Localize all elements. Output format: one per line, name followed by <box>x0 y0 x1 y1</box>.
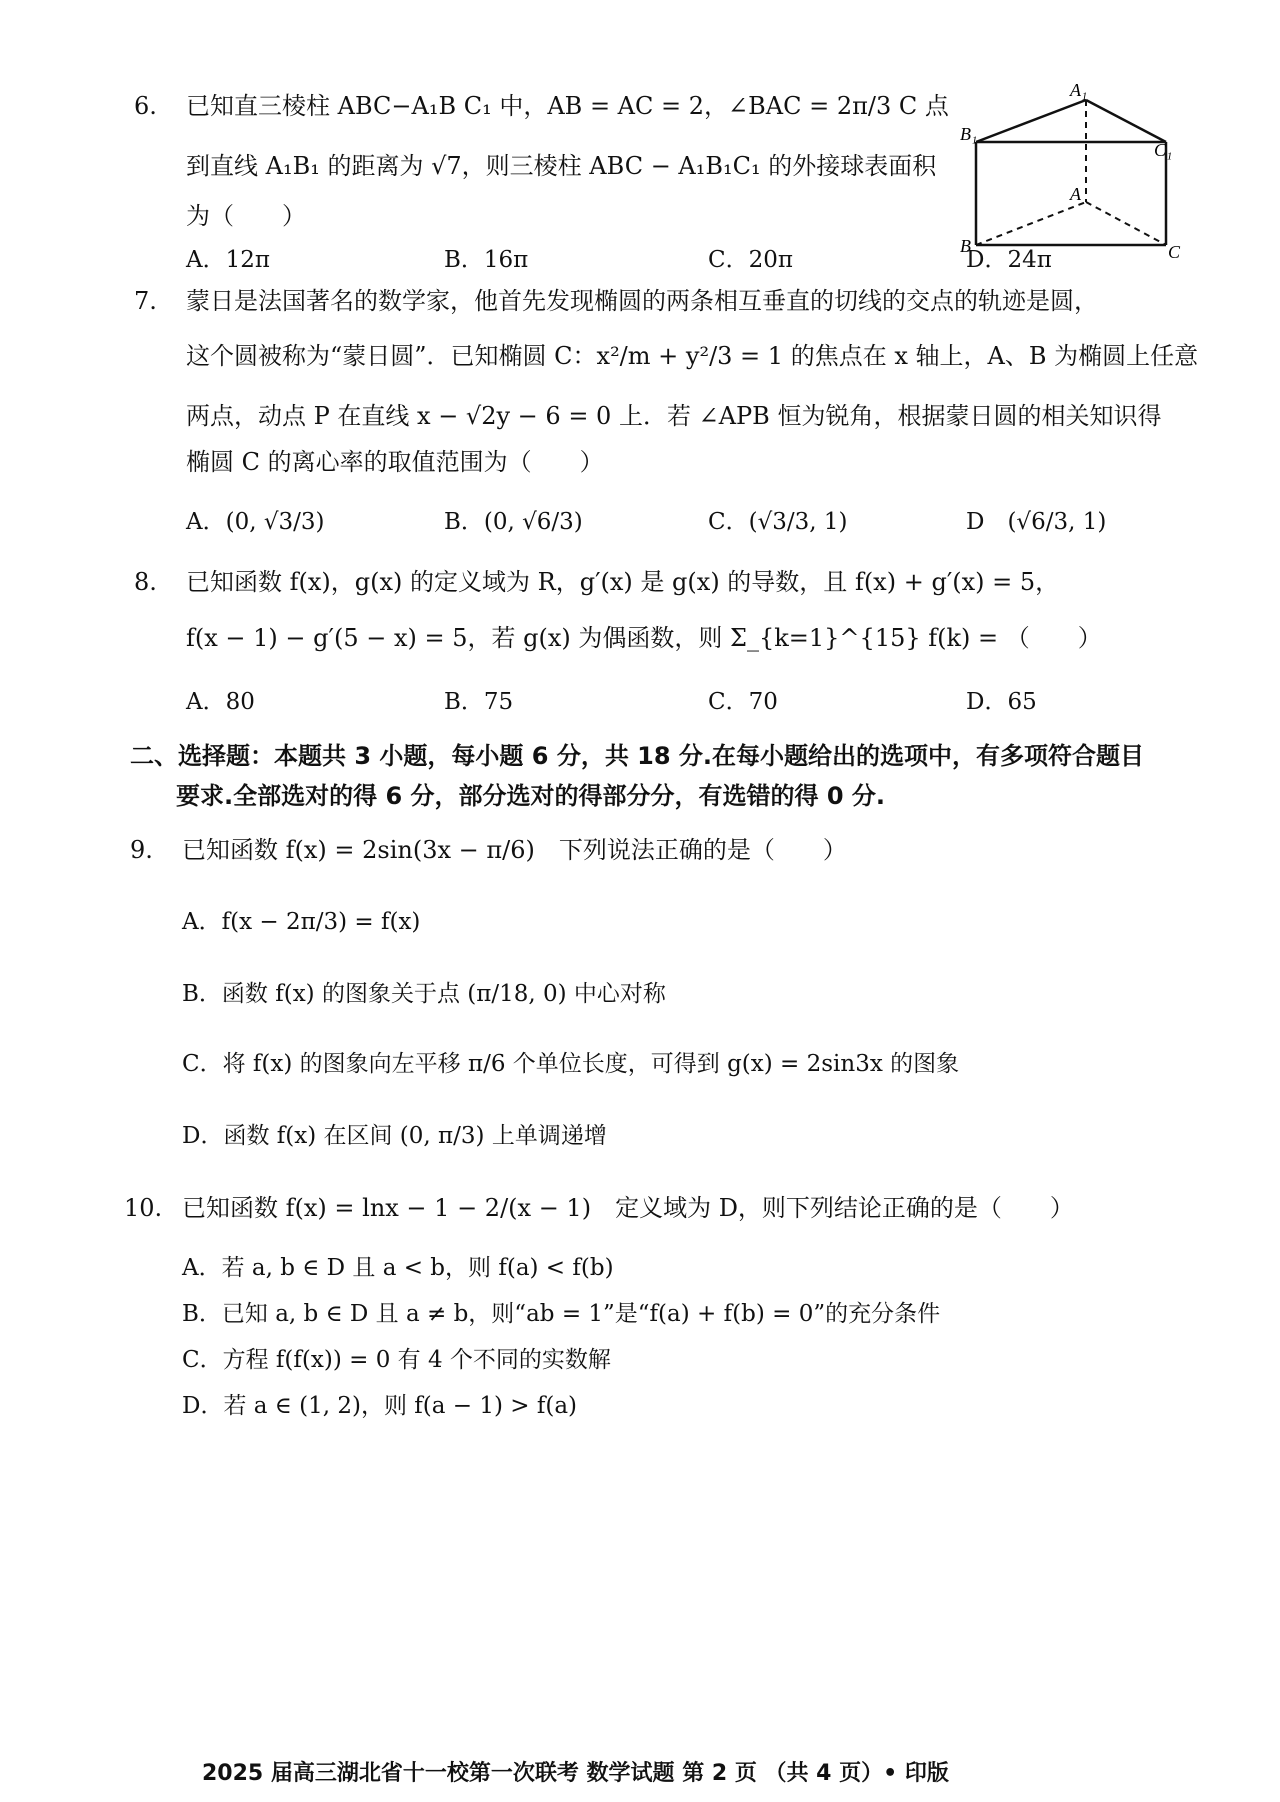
question-text-line: 蒙日是法国著名的数学家，他首先发现椭圆的两条相互垂直的切线的交点的轨迹是圆， <box>186 287 1098 315</box>
vertex-label-c: C <box>1168 242 1181 262</box>
option-c: C．(√3/3, 1) <box>708 509 848 535</box>
vertex-label-c1: C₁ <box>1154 140 1173 160</box>
option-a: A．(0, √3/3) <box>186 509 325 535</box>
option-d: D．函数 f(x) 在区间 (0, π/3) 上单调递增 <box>182 1123 607 1149</box>
question-number: 7. <box>134 287 157 315</box>
page-footer: 2025 届高三湖北省十一校第一次联考 数学试题 第 2 页 （共 4 页）• 印版 <box>202 1761 949 1786</box>
option-a: A．若 a, b ∈ D 且 a < b，则 f(a) < f(b) <box>182 1255 614 1281</box>
option-d: D (√6/3, 1) <box>966 509 1107 535</box>
section-heading-line: 二、选择题：本题共 3 小题，每小题 6 分，共 18 分.在每小题给出的选项中，有多项符合题目 <box>130 742 1145 770</box>
option-b: B．已知 a, b ∈ D 且 a ≠ b，则“ab = 1”是“f(a) + f(b) = 0”的充分条件 <box>182 1301 941 1327</box>
option-a: A．f(x − 2π/3) = f(x) <box>182 909 421 935</box>
option-c: C．将 f(x) 的图象向左平移 π/6 个单位长度，可得到 g(x) = 2sin3x 的图象 <box>182 1051 960 1077</box>
vertex-label-a1: A₁ <box>1070 80 1088 100</box>
section-heading-line: 要求.全部选对的得 6 分，部分选对的得部分分，有选错的得 0 分. <box>176 782 886 810</box>
option-b: B．75 <box>444 689 514 715</box>
vertex-label-b: B <box>960 236 971 256</box>
option-b: B．16π <box>444 247 529 273</box>
question-text-line: 这个圆被称为“蒙日圆”．已知椭圆 C：x²/m + y²/3 = 1 的焦点在 x 轴上，A、B 为椭圆上任意 <box>186 342 1199 370</box>
option-b: B．(0, √6/3) <box>444 509 583 535</box>
option-d: D．若 a ∈ (1, 2)，则 f(a − 1) > f(a) <box>182 1393 578 1419</box>
vertex-label-a: A <box>1070 184 1081 204</box>
option-d: D．65 <box>966 689 1037 715</box>
question-text-line: 两点，动点 P 在直线 x − √2y − 6 = 0 上．若 ∠APB 恒为锐角，根据蒙日圆的相关知识得 <box>186 402 1162 430</box>
question-stem: 已知函数 f(x) = lnx − 1 − 2/(x − 1) 定义域为 D，则下列结论正确的是（ ） <box>182 1194 1074 1222</box>
option-a: A．80 <box>186 689 255 715</box>
option-c: C．方程 f(f(x)) = 0 有 4 个不同的实数解 <box>182 1347 611 1373</box>
vertex-label-b1: B₁ <box>960 124 978 144</box>
option-a: A．12π <box>186 247 270 273</box>
option-b: B．函数 f(x) 的图象关于点 (π/18, 0) 中心对称 <box>182 981 666 1007</box>
question-number: 6. <box>134 92 157 120</box>
question-text-line: f(x − 1) − g′(5 − x) = 5，若 g(x) 为偶函数，则 Σ_{k=1}^{15} f(k) = （ ） <box>186 624 1102 652</box>
question-number: 8. <box>134 568 157 596</box>
question-number: 9. <box>130 836 153 864</box>
prism-figure <box>960 80 1186 270</box>
question-stem: 已知函数 f(x) = 2sin(3x − π/6) 下列说法正确的是（ ） <box>182 836 847 864</box>
question-number: 10. <box>124 1194 163 1222</box>
question-text-line: 已知直三棱柱 ABC−A₁B C₁ 中，AB = AC = 2，∠BAC = 2π/3 C 点 <box>186 92 949 120</box>
option-c: C．70 <box>708 689 778 715</box>
option-c: C．20π <box>708 247 793 273</box>
question-text-line: 椭圆 C 的离心率的取值范围为（ ） <box>186 448 604 476</box>
question-text-line: 已知函数 f(x)，g(x) 的定义域为 R，g′(x) 是 g(x) 的导数，且 f(x) + g′(x) = 5， <box>186 568 1060 596</box>
option-d: D．24π <box>966 247 1052 273</box>
question-text-line: 到直线 A₁B₁ 的距离为 √7，则三棱柱 ABC − A₁B₁C₁ 的外接球表面积 <box>186 152 937 180</box>
question-text-line: 为（ ） <box>186 202 306 230</box>
